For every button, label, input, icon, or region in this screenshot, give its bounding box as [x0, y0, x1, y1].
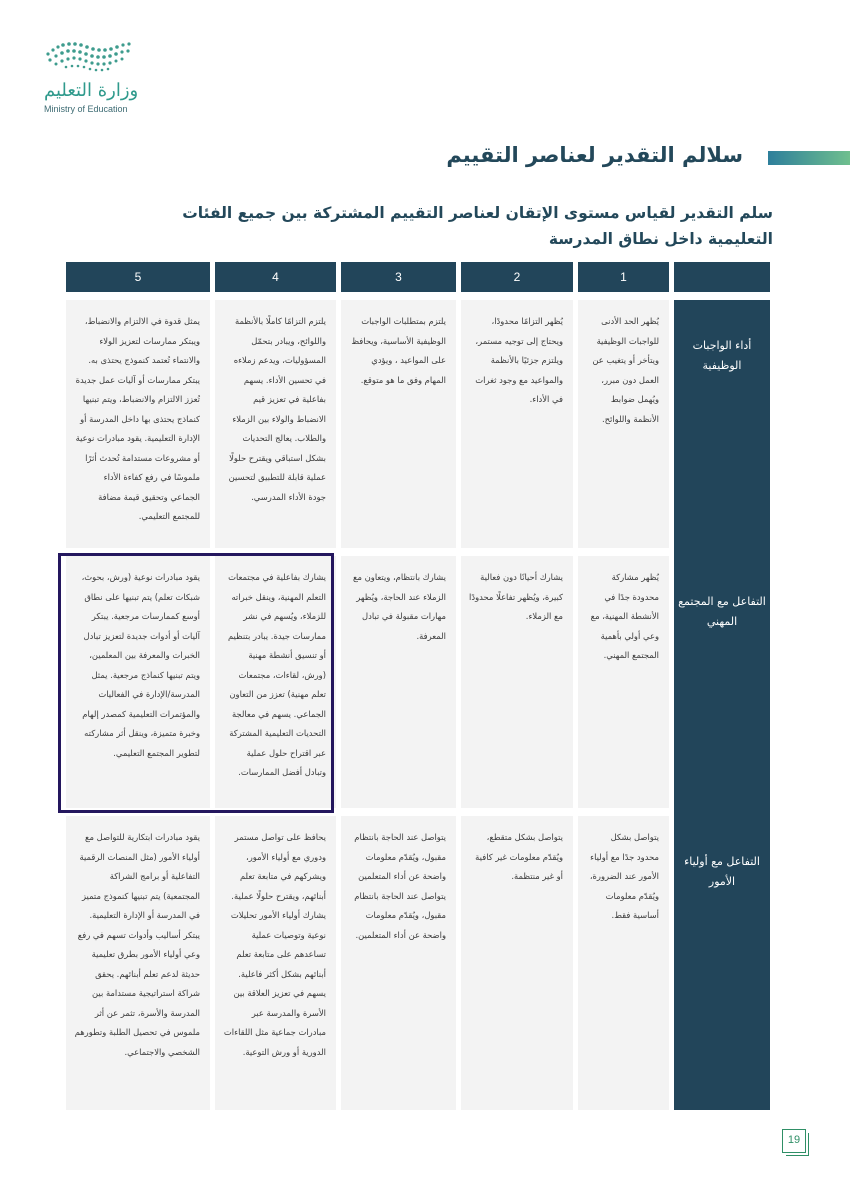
rubric-cell: يُظهر مشاركة محدودة جدًا في الأنشطة المهنية، مع وعي أولي بأهمية المجتمع المهني.: [578, 556, 669, 808]
logo-dots-icon: [42, 40, 138, 74]
rubric-cell: يتواصل بشكل محدود جدًا مع أولياء الأمور عند الضرورة، ويُقدّم معلومات أساسية فقط.: [578, 816, 669, 1110]
page-subtitle: سلم التقدير لقياس مستوى الإتقان لعناصر التقييم المشتركة بين جميع الفئات التعليمية داخل نطاق المدرسة: [182, 204, 773, 248]
rubric-cell: يُظهر الحد الأدنى للواجبات الوظيفية ويتأخر أو يتغيب عن العمل دون مبرر، ويُهمل ضوابط الأنظمة واللوائح.: [578, 300, 669, 548]
row-header: أداء الواجبات الوظيفية: [674, 300, 770, 548]
rubric-cell: يحافظ على تواصل مستمر ودوري مع أولياء الأمور، ويشركهم في متابعة تعلم أبنائهم، ويقترح حلولًا عملية. يشارك أولياء الأمور تحليلات نوعية وتوصيات عملية تساعدهم على متابعة تعلم أبنائهم بشكل أكثر فاعلية. يسهم في تعزيز العلاقة بين الأسرة والمدرسة عبر مبادرات جماعية مثل اللقاءات الدورية أو ورش التوعية.: [215, 816, 336, 1110]
rubric-cell: يُظهر التزامًا محدودًا، ويحتاج إلى توجيه مستمر، ويلتزم جزئيًا بالأنظمة والمواعيد مع وجود ثغرات في الأداء.: [461, 300, 573, 548]
table-row: [66, 816, 770, 1110]
row-header: التفاعل مع أولياء الأمور: [674, 816, 770, 1110]
title-accent-bar: [768, 151, 850, 165]
rubric-cell: يشارك بفاعلية في مجتمعات التعلم المهنية، وينقل خبراته للزملاء، ويُسهم في نشر ممارسات جيدة. يبادر بتنظيم أو تنسيق أنشطة مهنية (ورش، لقاءات، مجتمعات تعلم مهنية) تعزز من التعاون الجماعي. يسهم في معالجة التحديات التعليمية المشتركة عبر اقتراح حلول عملية وتبادل أفضل الممارسات.: [215, 556, 336, 808]
level-header: 5: [66, 262, 210, 300]
rubric-cell: يشارك أحيانًا دون فعالية كبيرة، ويُظهر تفاعلًا محدودًا مع الزملاء.: [461, 556, 573, 808]
level-header: 3: [341, 262, 456, 300]
page-title: سلالم التقدير لعناصر التقييم: [446, 143, 743, 167]
rubric-cell: يتواصل بشكل متقطع، ويُقدّم معلومات غير كافية أو غير منتظمة.: [461, 816, 573, 1110]
logo-english-name: Ministry of Education: [44, 104, 128, 114]
page-number: 19: [782, 1129, 806, 1153]
level-header: 4: [215, 262, 336, 300]
logo-arabic-name: وزارة التعليم: [44, 80, 139, 101]
level-header: 1: [578, 262, 669, 300]
rubric-cell: يمثل قدوة في الالتزام والانضباط، ويبتكر ممارسات لتعزيز الولاء والانتماء تُعتمد كنموذج يحتذى به. يبتكر ممارسات أو آليات عمل جديدة تُعزز الالتزام والانضباط، ويتم تبنيها كنماذج يحتذى بها داخل المدرسة أو الإدارة التعليمية. يقود مبادرات نوعية أو مشروعات مستدامة تُحدث أثرًا ملموسًا في رفع كفاءة الأداء الجماعي وتحقيق قيمة مضافة للمجتمع التعليمي.: [66, 300, 210, 548]
ministry-logo: [40, 40, 150, 118]
rubric-cell: يلتزم التزامًا كاملًا بالأنظمة واللوائح، ويبادر بتحمّل المسؤوليات، ويدعم زملاءه في تحسين الأداء. يسهم بفاعلية في تعزيز قيم الانضباط والولاء بين الزملاء والطلاب. يعالج التحديات بشكل استباقي ويقترح حلولًا عملية قابلة للتطبيق لتحسين جودة الأداء المدرسي.: [215, 300, 336, 548]
row-header: التفاعل مع المجتمع المهني: [674, 556, 770, 808]
table-row: [66, 300, 770, 548]
table-header-row: [66, 262, 770, 300]
rubric-cell: يقود مبادرات ابتكارية للتواصل مع أولياء الأمور (مثل المنصات الرقمية التفاعلية أو برامج الشراكة المجتمعية) يتم تبنيها كنموذج متميز في المدرسة أو الإدارة التعليمية. يبتكر أساليب وأدوات تسهم في رفع وعي أولياء الأمور بطرق تعليمية حديثة لدعم تعلم أبنائهم. يحقق شراكة استراتيجية مستدامة بين المدرسة والأسرة، تثمر عن أثر ملموس في تحصيل الطلبة وتطورهم الشخصي والاجتماعي.: [66, 816, 210, 1110]
highlight-frame: [58, 553, 334, 813]
rubric-cell: يلتزم بمتطلبات الواجبات الوظيفية الأساسية، ويحافظ على المواعيد ، ويؤدي المهام وفق ما هو متوقع.: [341, 300, 456, 548]
rubric-cell: يتواصل عند الحاجة بانتظام مقبول، ويُقدّم معلومات واضحة عن أداء المتعلمين يتواصل عند الحاجة بانتظام مقبول، ويُقدّم معلومات واضحة عن أداء المتعلمين.: [341, 816, 456, 1110]
rubric-cell: يقود مبادرات نوعية (ورش، بحوث، شبكات تعلم) يتم تبنيها على نطاق أوسع كممارسات مرجعية. يبتكر آليات أو أدوات جديدة لتعزيز تبادل الخبرات والمعرفة بين المعلمين، ويتم تبنيها كنماذج مرجعية. يمثل المدرسة/الإدارة في الفعاليات والمؤتمرات التعليمية كمصدر إلهام وخبرة متميزة، وينقل أثر مشاركته لتطوير المجتمع التعليمي.: [66, 556, 210, 808]
table-corner-cell: [674, 262, 770, 300]
level-header: 2: [461, 262, 573, 300]
rubric-cell: يشارك بانتظام، ويتعاون مع الزملاء عند الحاجة، ويُظهر مهارات مقبولة في تبادل المعرفة.: [341, 556, 456, 808]
